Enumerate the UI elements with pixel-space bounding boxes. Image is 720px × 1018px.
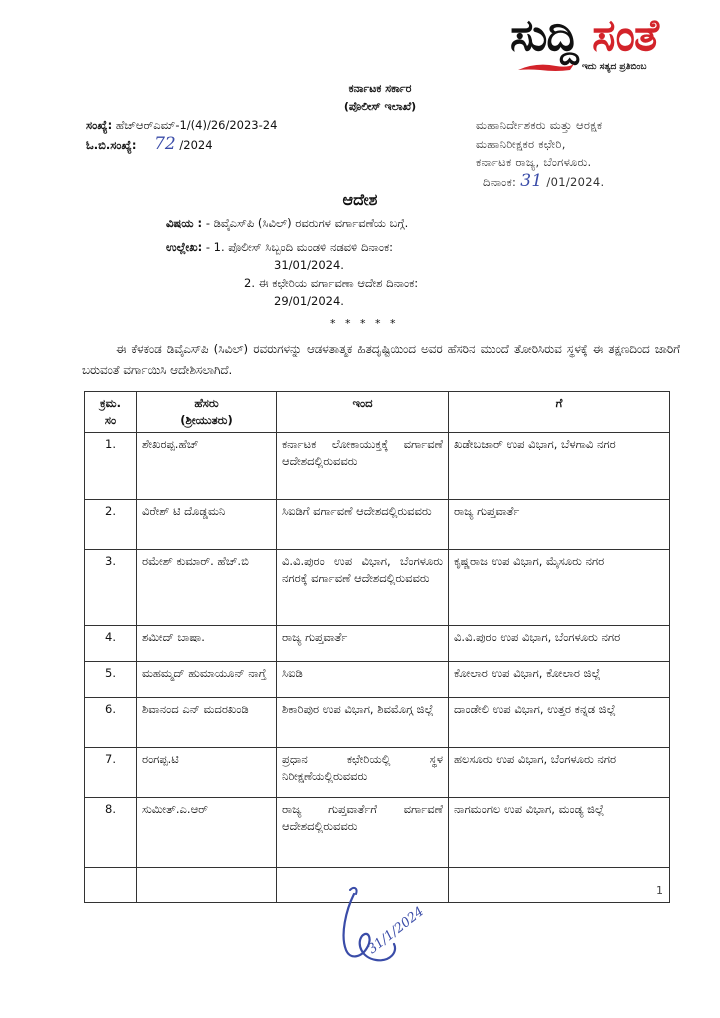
row-name: ಶಿವಾನಂದ ಎನ್ ಮದರಖಂಡಿ (137, 698, 277, 748)
subject-line (166, 216, 408, 231)
table-row (85, 500, 670, 550)
reference-1-date: 31/01/2024. (274, 258, 344, 272)
row-serial: 6. (85, 698, 137, 748)
header-to: ಗೆ (449, 392, 670, 433)
reference-1-text: - 1. ಪೊಲೀಸ್ ಸಿಬ್ಬಂದಿ ಮಂಡಳಿ ನಡವಳಿ ದಿನಾಂಕ: (205, 240, 393, 254)
row-serial: 7. (85, 748, 137, 798)
header-serial-line-2: ಸಂ (104, 413, 117, 427)
table-row (85, 748, 670, 798)
row-serial: 3. (85, 550, 137, 626)
row-name: ಶಮೀದ್ ಬಾಷಾ. (137, 626, 277, 662)
row-to: ವಿ.ವಿ.ಪುರಂ ಉಪ ವಿಭಾಗ, ಬೆಂಗಳೂರು ನಗರ (449, 626, 670, 662)
row-to: ಕೃಷ್ಣರಾಜ ಉಪ ವಿಭಾಗ, ಮೈಸೂರು ನಗರ (449, 550, 670, 626)
header-name (137, 392, 277, 433)
brand-logo (510, 10, 715, 80)
office-date-rest: /01/2024. (546, 175, 605, 189)
row-from: ವಿ.ವಿ.ಪುರಂ ಉಪ ವಿಭಾಗ, ಬೆಂಗಳೂರು ನಗರಕ್ಕೆ ವರ್ಗಾವಣೆ ಆದೇಶದಲ್ಲಿರುವವರು (277, 550, 449, 626)
row-name: ರಂಗಪ್ಪ.ಟಿ (137, 748, 277, 798)
ob-number (86, 134, 213, 154)
header-from: ಇಂದ (277, 392, 449, 433)
ob-number-label: ಓ.ಬಿ.ಸಂಖ್ಯೆ: (86, 138, 137, 152)
ob-number-handwritten: 72 (154, 134, 176, 154)
handwritten-signature (332, 880, 442, 980)
row-to: ದಾಂಡೇಲಿ ಉಪ ವಿಭಾಗ, ಉತ್ತರ ಕನ್ನಡ ಜಿಲ್ಲೆ (449, 698, 670, 748)
office-line-3: ಕರ್ನಾಟಕ ರಾಜ್ಯ, ಬೆಂಗಳೂರು. (476, 155, 592, 169)
row-name: ಸುಮೀತ್.ಎ.ಆರ್ (137, 798, 277, 868)
reference-2-date: 29/01/2024. (274, 294, 344, 308)
row-name: ಮಹಮ್ಮದ್ ಹುಮಾಯೂನ್ ನಾಗ್ತೆ (137, 662, 277, 698)
header-serial (85, 392, 137, 433)
reference-1-line-1 (166, 240, 393, 255)
header-serial-line-1: ಕ್ರಮ. (100, 396, 121, 410)
row-from: ರಾಜ್ಯ ಗುಪ್ತವಾರ್ತೆ (277, 626, 449, 662)
brand-name-part2: ಸಂತೆ (592, 10, 659, 61)
office-date-handwritten: 31 (520, 171, 543, 191)
empty-cell (137, 868, 277, 903)
row-serial: 8. (85, 798, 137, 868)
row-from: ಶಿಕಾರಿಪುರ ಉಪ ವಿಭಾಗ, ಶಿವಮೊಗ್ಗ ಜಿಲ್ಲೆ (277, 698, 449, 748)
reference-2-text: 2. ಈ ಕಛೇರಿಯ ವರ್ಗಾವಣಾ ಆದೇಶ ದಿನಾಂಕ: (244, 276, 419, 290)
row-from: ಕರ್ನಾಟಕ ಲೋಕಾಯುಕ್ತಕ್ಕೆ ವರ್ಗಾವಣೆ ಆದೇಶದಲ್ಲಿರುವವರು (277, 433, 449, 500)
row-to: ನಾಗಮಂಗಲ ಉಪ ವಿಭಾಗ, ಮಂಡ್ಯ ಜಿಲ್ಲೆ (449, 798, 670, 868)
subject-label: ವಿಷಯ : (166, 216, 203, 230)
reference-number (86, 118, 277, 133)
reference-number-label: ಸಂಖ್ಯೆ: (86, 118, 113, 132)
office-line-2: ಮಹಾನಿರೀಕ್ಷಕರ ಕಛೇರಿ, (476, 137, 566, 151)
row-to: ಕೋಲಾರ ಉಪ ವಿಭಾಗ, ಕೋಲಾರ ಜಿಲ್ಲೆ (449, 662, 670, 698)
row-from: ಸಿಐಡಿಗೆ ವರ್ಗಾವಣೆ ಆದೇಶದಲ್ಲಿರುವವರು (277, 500, 449, 550)
brand-name-part1: ಸುದ್ದಿ (510, 10, 578, 61)
table-row (85, 698, 670, 748)
table-row (85, 798, 670, 868)
header-name-line-1: ಹೆಸರು (194, 396, 219, 410)
office-line-1: ಮಹಾನಿರ್ದೇಶಕರು ಮತ್ತು ಆರಕ್ಷಕ (476, 118, 603, 132)
row-from: ರಾಜ್ಯ ಗುಪ್ತವಾರ್ತೆಗೆ ವರ್ಗಾವಣೆ ಆದೇಶದಲ್ಲಿರುವವರು (277, 798, 449, 868)
signature-date: 31/1/2024 (365, 904, 428, 958)
brand-tagline: ಇದು ಸತ್ಯದ ಪ್ರತಿಬಿಂಬ (582, 62, 647, 72)
transfer-table (84, 391, 670, 903)
office-date (483, 171, 604, 191)
row-to: ಖಡೇಬಜಾರ್ ಉಪ ವಿಭಾಗ, ಬೆಳಗಾವಿ ನಗರ (449, 433, 670, 500)
table-row (85, 662, 670, 698)
row-name: ಶೇಖರಪ್ಪ.ಹೆಚ್ (137, 433, 277, 500)
row-serial: 4. (85, 626, 137, 662)
subject-text: - ಡಿವೈಎಸ್‌ಪಿ (ಸಿವಿಲ್) ರವರುಗಳ ವರ್ಗಾವಣೆಯ ಬಗ್ಗೆ. (205, 216, 409, 230)
table-row (85, 626, 670, 662)
brand-swoosh-icon (516, 60, 576, 74)
row-serial: 1. (85, 433, 137, 500)
reference-number-value: ಹೆಚ್‌ಆರ್‌ಎಮ್-1/(4)/26/2023-24 (115, 118, 278, 132)
row-to: ರಾಜ್ಯ ಗುಪ್ತವಾರ್ತೆ (449, 500, 670, 550)
order-body (82, 339, 680, 381)
department-name: (ಪೊಲೀಸ್ ಇಲಾಖೆ) (343, 100, 417, 113)
table-row (85, 550, 670, 626)
brand-name (510, 10, 658, 62)
government-name: ಕರ್ನಾಟಕ ಸರ್ಕಾರ (348, 82, 412, 95)
row-serial: 5. (85, 662, 137, 698)
empty-cell (85, 868, 137, 903)
office-date-label: ದಿನಾಂಕ: (483, 175, 517, 189)
reference-label: ಉಲ್ಲೇಖ: (166, 240, 203, 254)
ob-number-year: /2024 (179, 138, 213, 152)
page-number: 1 (656, 884, 663, 897)
table-header-row (85, 392, 670, 433)
separator-stars: * * * * * (330, 317, 399, 330)
table-row (85, 433, 670, 500)
row-from: ಸಿಐಡಿ (277, 662, 449, 698)
order-title: ಆದೇಶ (342, 190, 378, 209)
row-to: ಹಲಸೂರು ಉಪ ವಿಭಾಗ, ಬೆಂಗಳೂರು ನಗರ (449, 748, 670, 798)
empty-cell (449, 868, 670, 903)
row-from: ಪ್ರಧಾನ ಕಛೇರಿಯಲ್ಲಿ ಸ್ಥಳ ನಿರೀಕ್ಷಣೆಯಲ್ಲಿರುವವರು (277, 748, 449, 798)
order-body-text: ಈ ಕೆಳಕಂಡ ಡಿವೈಎಸ್‌ಪಿ (ಸಿವಿಲ್) ರವರುಗಳನ್ನು ಆಡಳತಾತ್ಮಕ ಹಿತದೃಷ್ಟಿಯಿಂದ ಅವರ ಹೆಸರಿನ ಮುಂದೆ ತೋರಿಸಿರುವ ಸ್ಥಳಕ್ಕೆ ಈ ತಕ್ಷಣದಿಂದ ಜಾರಿಗೆ ಬರುವಂತೆ ವರ್ಗಾಯಿಸಿ ಆದೇಶಿಸಲಾಗಿದೆ. (82, 342, 680, 377)
header-name-line-2: (ಶ್ರೀಯುತರು) (180, 413, 233, 427)
row-name: ವಿರೇಶ್ ಟಿ ದೊಡ್ಡಮನಿ (137, 500, 277, 550)
row-name: ರಮೇಶ್ ಕುಮಾರ್. ಹೆಚ್.ಬಿ (137, 550, 277, 626)
row-serial: 2. (85, 500, 137, 550)
